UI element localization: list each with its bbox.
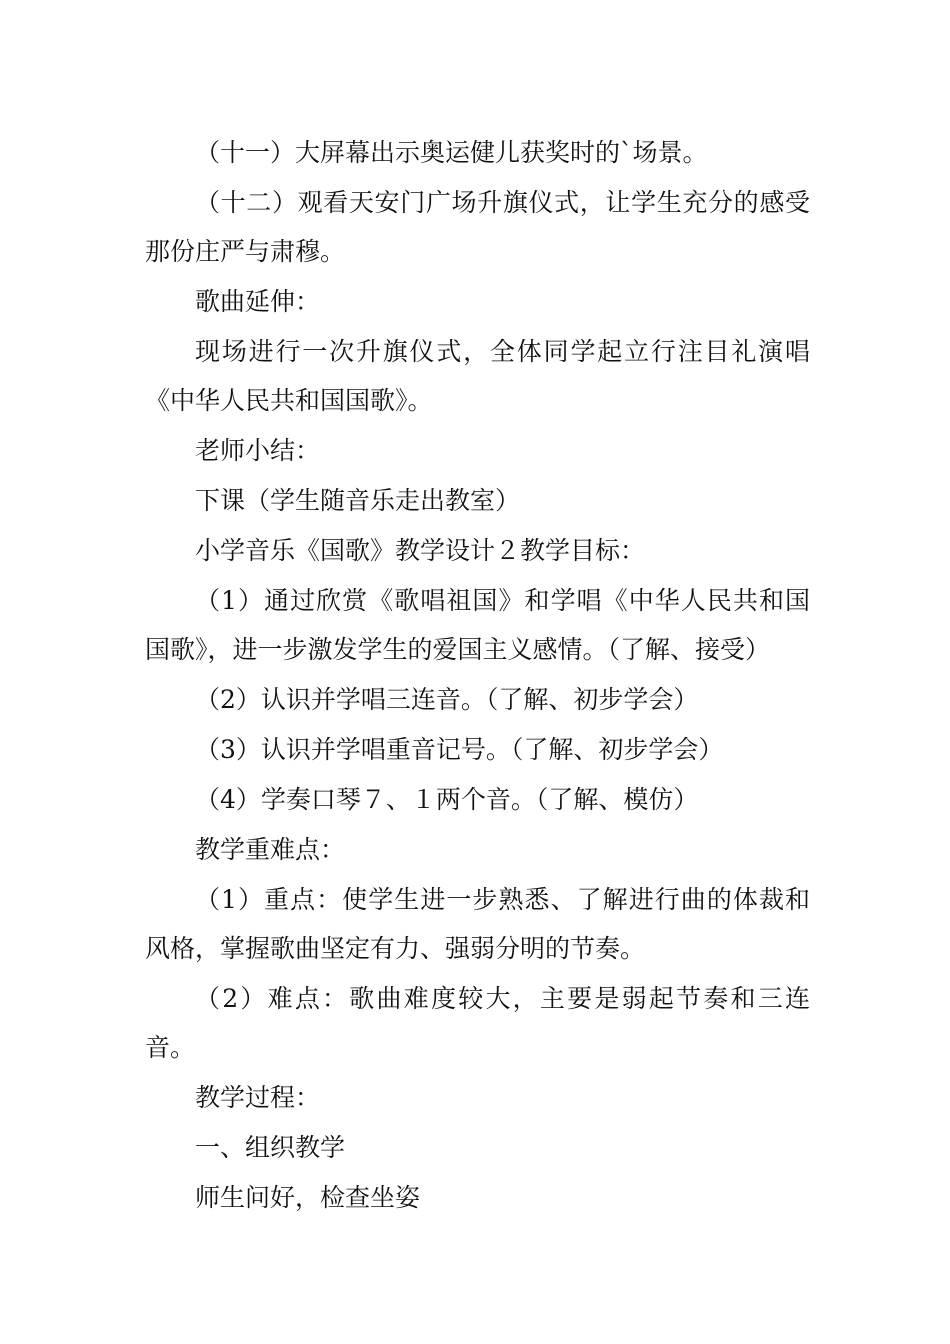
objective-2: （2）认识并学唱三连音。（了解、初步学会） xyxy=(195,685,699,714)
heading-design-2-objectives: 小学音乐《国歌》教学设计２教学目标： xyxy=(195,536,646,565)
heading-teaching-process: 教学过程： xyxy=(195,1083,321,1112)
objective-4: （4）学奏口琴７、１两个音。（了解、模仿） xyxy=(195,785,699,814)
paragraph-scene-twelve: （十二）观看天安门广场升旗仪式，让学生充分的感受那份庄严与肃穆。 xyxy=(145,188,810,266)
paragraph-scene-eleven: （十一）大屏幕出示奥运健儿获奖时的`场景。 xyxy=(195,138,708,167)
heading-organize-teaching: 一、组织教学 xyxy=(195,1133,346,1162)
objective-1: （1）通过欣赏《歌唱祖国》和学唱《中华人民共和国国歌》，进一步激发学生的爱国主义感情。（了解、接受） xyxy=(145,586,810,664)
heading-song-extension: 歌曲延伸： xyxy=(195,287,321,316)
difficult-point: （2）难点：歌曲难度较大，主要是弱起节奏和三连音。 xyxy=(145,984,810,1062)
paragraph-flag-ceremony: 现场进行一次升旗仪式，全体同学起立行注目礼演唱《中华人民共和国国歌》。 xyxy=(145,337,810,415)
key-point: （1）重点：使学生进一步熟悉、了解进行曲的体裁和风格，掌握歌曲坚定有力、强弱分明的节奏。 xyxy=(145,885,810,963)
document-body xyxy=(145,128,810,1223)
paragraph-greeting-posture: 师生问好，检查坐姿 xyxy=(195,1183,421,1212)
heading-teacher-summary: 老师小结： xyxy=(195,436,321,465)
paragraph-class-dismissed: 下课（学生随音乐走出教室） xyxy=(195,486,521,515)
objective-3: （3）认识并学唱重音记号。（了解、初步学会） xyxy=(195,735,724,764)
heading-key-difficult-points: 教学重难点： xyxy=(195,835,346,864)
